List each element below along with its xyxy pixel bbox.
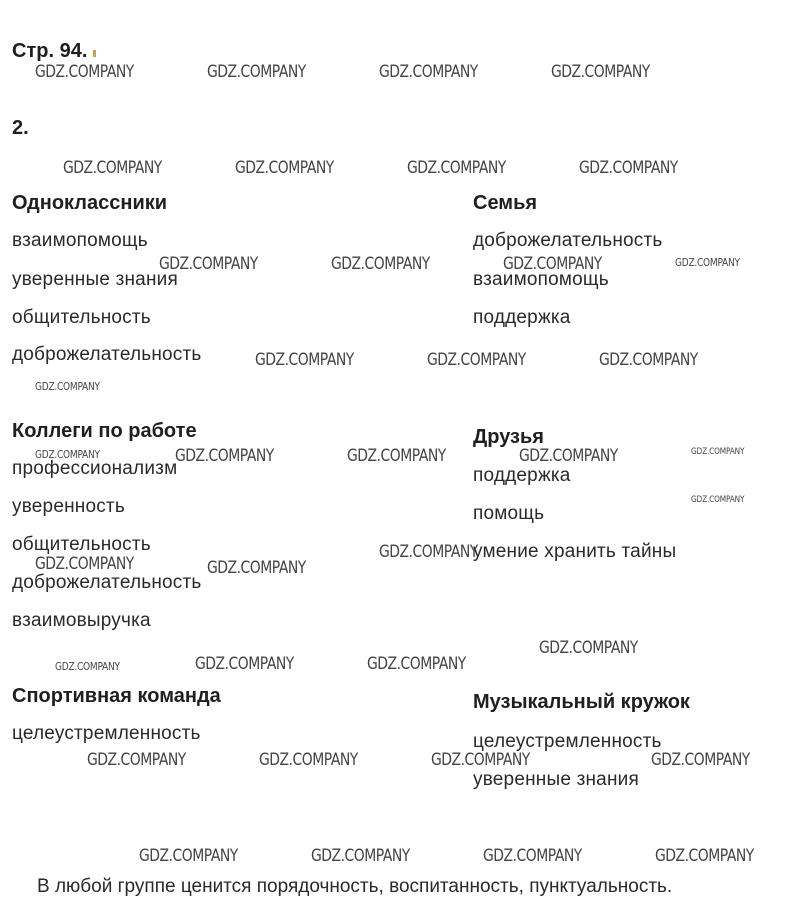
friends-item-1: поддержка — [473, 465, 571, 486]
group-heading-colleagues: Коллеги по работе — [12, 420, 197, 442]
watermark: GDZ.COMPANY — [503, 254, 602, 274]
watermark: GDZ.COMPANY — [367, 654, 466, 674]
conclusion-text: В любой группе ценится порядочность, воспитанность, пунктуальность. — [37, 876, 673, 897]
classmates-item-2: уверенные знания — [12, 269, 178, 290]
friends-item-3: умение хранить тайны — [473, 541, 677, 562]
watermark: GDZ.COMPANY — [427, 350, 526, 370]
group-heading-music-club: Музыкальный кружок — [473, 691, 690, 713]
watermark: GDZ.COMPANY — [35, 448, 100, 461]
watermark: GDZ.COMPANY — [175, 446, 274, 466]
watermark: GDZ.COMPANY — [651, 750, 750, 770]
watermark: GDZ.COMPANY — [311, 846, 410, 866]
watermark: GDZ.COMPANY — [691, 447, 745, 457]
watermark: GDZ.COMPANY — [195, 654, 294, 674]
group-heading-sports-team: Спортивная команда — [12, 685, 221, 707]
watermark: GDZ.COMPANY — [407, 158, 506, 178]
watermark: GDZ.COMPANY — [255, 350, 354, 370]
watermark: GDZ.COMPANY — [331, 254, 430, 274]
title-mark-icon — [93, 50, 96, 57]
classmates-item-3: общительность — [12, 307, 151, 328]
watermark: GDZ.COMPANY — [431, 750, 530, 770]
watermark: GDZ.COMPANY — [483, 846, 582, 866]
watermark: GDZ.COMPANY — [347, 446, 446, 466]
watermark: GDZ.COMPANY — [35, 554, 134, 574]
group-heading-family: Семья — [473, 192, 538, 214]
watermark: GDZ.COMPANY — [259, 750, 358, 770]
watermark: GDZ.COMPANY — [539, 638, 638, 658]
colleagues-item-4: доброжелательность — [12, 572, 202, 593]
watermark: GDZ.COMPANY — [63, 158, 162, 178]
sports-team-item-1: целеустремленность — [12, 723, 201, 744]
family-item-2: взаимопомощь — [473, 269, 609, 290]
page-title-text: Стр. 94. — [12, 40, 88, 62]
watermark: GDZ.COMPANY — [655, 846, 754, 866]
watermark: GDZ.COMPANY — [35, 62, 134, 82]
watermark: GDZ.COMPANY — [379, 542, 478, 562]
watermark: GDZ.COMPANY — [579, 158, 678, 178]
watermark: GDZ.COMPANY — [55, 660, 120, 673]
page-title — [12, 40, 96, 63]
task-number: 2. — [12, 117, 29, 139]
friends-item-2: помощь — [473, 503, 545, 524]
colleagues-item-1: профессионализм — [12, 458, 178, 479]
watermark: GDZ.COMPANY — [207, 62, 306, 82]
watermark: GDZ.COMPANY — [87, 750, 186, 770]
watermark: GDZ.COMPANY — [207, 558, 306, 578]
watermark: GDZ.COMPANY — [139, 846, 238, 866]
music-club-item-1: целеустремленность — [473, 731, 662, 752]
family-item-1: доброжелательность — [473, 230, 663, 251]
music-club-item-2: уверенные знания — [473, 769, 639, 790]
classmates-item-1: взаимопомощь — [12, 230, 148, 251]
watermark: GDZ.COMPANY — [691, 495, 745, 505]
colleagues-item-3: общительность — [12, 534, 151, 555]
group-heading-friends: Друзья — [473, 426, 544, 448]
watermark: GDZ.COMPANY — [551, 62, 650, 82]
watermark: GDZ.COMPANY — [675, 256, 740, 269]
classmates-item-4: доброжелательность — [12, 344, 202, 365]
watermark: GDZ.COMPANY — [35, 380, 100, 393]
colleagues-item-2: уверенность — [12, 496, 125, 517]
watermark: GDZ.COMPANY — [379, 62, 478, 82]
watermark: GDZ.COMPANY — [519, 446, 618, 466]
group-heading-classmates: Одноклассники — [12, 192, 168, 214]
watermark: GDZ.COMPANY — [159, 254, 258, 274]
family-item-3: поддержка — [473, 307, 571, 328]
watermark: GDZ.COMPANY — [235, 158, 334, 178]
colleagues-item-5: взаимовыручка — [12, 610, 151, 631]
watermark: GDZ.COMPANY — [599, 350, 698, 370]
